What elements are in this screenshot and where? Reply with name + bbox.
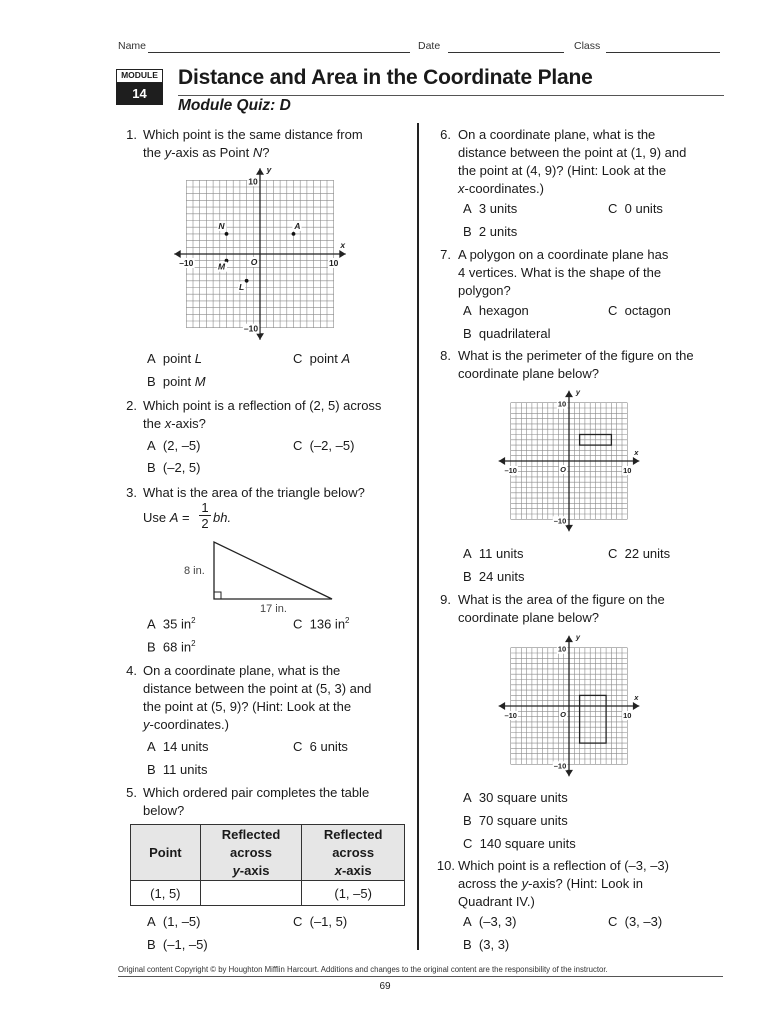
name-field[interactable]: [148, 52, 410, 53]
reflection-table: [130, 824, 405, 906]
fraction-denominator: 2: [199, 515, 211, 531]
option-c[interactable]: C (3, –3): [608, 914, 663, 929]
question-number: 10.: [436, 858, 455, 873]
question-number: 6.: [440, 127, 451, 142]
question-text: the point at (5, 9)? (Hint: Look at the: [143, 699, 352, 714]
question-text: y-coordinates.): [143, 717, 229, 732]
question-text: across the y-axis? (Hint: Look in: [458, 876, 643, 891]
question-number: 5.: [126, 785, 137, 800]
area-formula: Use A =: [143, 510, 190, 525]
y-axis-arrow-down: [256, 333, 264, 339]
table-cell-reflected-x: (1, –5): [302, 881, 405, 906]
option-c[interactable]: C 136 $in^2$: [293, 616, 350, 632]
point-l: [245, 279, 249, 283]
coordinate-graph-q1: [168, 160, 358, 340]
y-axis-label: y: [266, 164, 272, 175]
x-axis-arrow-left: [499, 702, 505, 710]
triangle-shape: [214, 542, 332, 599]
origin-label: O: [250, 257, 258, 267]
y-tick-minus-10: –10: [553, 761, 567, 771]
module-badge-label: MODULE: [116, 69, 163, 83]
y-axis-label: y: [575, 632, 581, 642]
option-a[interactable]: A 11 units: [463, 546, 524, 561]
x-axis-arrow-right: [633, 457, 639, 465]
option-c[interactable]: C 140 square units: [463, 836, 576, 851]
question-number: 4.: [126, 663, 137, 678]
fraction-numerator: 1: [201, 500, 209, 515]
page-title: Distance and Area in the Coordinate Plane: [178, 66, 593, 89]
option-b[interactable]: B 68 $in^2$: [147, 639, 196, 655]
option-b[interactable]: B 11 units: [147, 762, 208, 777]
module-badge: [116, 69, 163, 105]
point-label-l: L: [238, 281, 245, 292]
x-axis-arrow-left: [174, 250, 180, 258]
option-c[interactable]: C 6 units: [293, 739, 348, 754]
option-c[interactable]: C point A: [293, 351, 351, 366]
x-axis-arrow-right: [633, 702, 639, 710]
x-axis-label: x: [634, 448, 639, 457]
question-number: 7.: [440, 247, 451, 262]
question-text: On a coordinate plane, what is the: [458, 127, 656, 142]
right-angle-mark: [214, 592, 221, 599]
question-text: A polygon on a coordinate plane has: [458, 247, 669, 262]
y-axis-arrow-up: [256, 168, 264, 174]
option-b[interactable]: B 2 units: [463, 224, 518, 239]
question-text: the x-axis?: [143, 416, 206, 431]
x-tick-minus-10: –10: [504, 466, 517, 475]
question-number: 3.: [126, 485, 137, 500]
question-text: coordinate plane below?: [458, 366, 599, 381]
option-a[interactable]: A point L: [147, 351, 202, 366]
name-label: Name: [118, 40, 147, 52]
coordinate-graph-q9: [490, 623, 660, 783]
question-text: distance between the point at (1, 9) and: [458, 145, 687, 160]
question-number: 8.: [440, 348, 451, 363]
table-cell-point: (1, 5): [131, 881, 201, 906]
question-number: 9.: [440, 592, 451, 607]
option-b[interactable]: B (–2, 5): [147, 460, 201, 475]
triangle-figure: [180, 538, 340, 616]
question-text: Which ordered pair completes the table: [143, 785, 370, 800]
x-tick-10: 10: [328, 258, 339, 268]
question-text: Which point is a reflection of (–3, –3): [458, 858, 669, 873]
y-axis-arrow-up: [565, 391, 573, 397]
option-b[interactable]: B quadrilateral: [463, 326, 551, 341]
formula-bh: bh.: [213, 510, 232, 525]
date-field[interactable]: [448, 52, 564, 53]
question-text: polygon?: [458, 283, 511, 298]
option-c[interactable]: C 0 units: [608, 201, 663, 216]
option-b[interactable]: B (–1, –5): [147, 937, 208, 952]
x-axis-label: x: [340, 240, 346, 250]
question-text: coordinate plane below?: [458, 610, 599, 625]
y-tick-10: 10: [248, 176, 258, 187]
formula-fraction: [199, 500, 211, 531]
option-b[interactable]: B (3, 3): [463, 937, 510, 952]
x-tick-10: 10: [623, 711, 632, 720]
y-axis-arrow-down: [565, 770, 573, 776]
y-tick-minus-10: –10: [243, 323, 259, 334]
question-text: What is the area of the figure on the: [458, 592, 665, 607]
x-tick-10: 10: [623, 466, 632, 475]
option-a[interactable]: A (1, –5): [147, 914, 201, 929]
question-text: distance between the point at (5, 3) and: [143, 681, 372, 696]
y-axis-label: y: [575, 387, 581, 397]
option-a[interactable]: A 30 square units: [463, 790, 568, 805]
rectangle-figure: [580, 695, 607, 743]
x-axis-arrow-left: [499, 457, 505, 465]
y-axis-arrow-down: [565, 525, 573, 531]
option-a[interactable]: A (–3, 3): [463, 914, 517, 929]
y-tick-minus-10: –10: [553, 516, 567, 526]
question-text: below?: [143, 803, 185, 818]
option-c[interactable]: C 22 units: [608, 546, 671, 561]
x-axis-arrow-right: [339, 250, 345, 258]
question-text: x-coordinates.): [458, 181, 544, 196]
option-c[interactable]: C (–1, 5): [293, 914, 348, 929]
point-label-m: M: [217, 261, 226, 272]
question-text: 4 vertices. What is the shape of the: [458, 265, 662, 280]
y-tick-10: 10: [557, 644, 567, 654]
option-c[interactable]: C octagon: [608, 303, 671, 318]
class-label: Class: [574, 40, 601, 52]
question-number: 2.: [126, 398, 137, 413]
point-a: [292, 232, 296, 236]
question-text: Which point is the same distance from: [143, 127, 363, 142]
module-badge-number: 14: [116, 83, 163, 105]
x-tick-minus-10: –10: [504, 711, 517, 720]
y-tick-10: 10: [557, 399, 567, 409]
table-header-point: Point: [131, 825, 201, 881]
point-n: [225, 232, 229, 236]
question-text: the point at (4, 9)? (Hint: Look at the: [458, 163, 667, 178]
y-axis-arrow-up: [565, 636, 573, 642]
question-text: What is the area of the triangle below?: [143, 485, 365, 500]
option-a[interactable]: A 3 units: [463, 201, 518, 216]
question-text: the y-axis as Point N?: [143, 145, 270, 160]
option-b[interactable]: B 70 square units: [463, 813, 568, 828]
table-header-reflected-x: Reflected across x-axis: [302, 825, 405, 881]
question-number: 1.: [126, 127, 137, 142]
table-cell-blank: [200, 881, 302, 906]
copyright-notice: Original content Copyright © by Houghton Mifflin Harcourt. Additions and changes to the original content are the responsibility of the instructor.: [118, 965, 608, 974]
option-b[interactable]: B 24 units: [463, 569, 525, 584]
point-label-n: N: [218, 220, 225, 231]
option-c[interactable]: C (–2, –5): [293, 438, 355, 453]
table-row: [131, 881, 405, 906]
option-a[interactable]: A 14 units: [147, 739, 209, 754]
option-a[interactable]: A (2, –5): [147, 438, 201, 453]
option-a[interactable]: A 35 $in^2$: [147, 616, 196, 632]
table-header-reflected-y: Reflected across y-axis: [200, 825, 302, 881]
triangle-height-label: 8 in.: [184, 565, 205, 577]
page-subtitle: Module Quiz: D: [178, 97, 291, 114]
x-tick-minus-10: –10: [179, 258, 194, 268]
question-text: What is the perimeter of the figure on the: [458, 348, 694, 363]
page-number: 69: [379, 981, 391, 992]
date-label: Date: [418, 40, 441, 52]
title-rule: [178, 95, 724, 96]
option-a[interactable]: A hexagon: [463, 303, 529, 318]
footer-rule: [118, 976, 723, 977]
origin-label: O: [560, 710, 566, 719]
x-axis-label: x: [634, 693, 639, 702]
question-text: Which point is a reflection of (2, 5) across: [143, 398, 382, 413]
triangle-base-label: 17 in.: [260, 603, 287, 615]
option-b[interactable]: B point M: [147, 374, 206, 389]
class-field[interactable]: [606, 52, 720, 53]
coordinate-graph-q8: [490, 378, 660, 538]
point-label-a: A: [294, 220, 301, 231]
origin-label: O: [560, 465, 566, 474]
question-text: Quadrant IV.): [458, 894, 535, 909]
question-text: On a coordinate plane, what is the: [143, 663, 341, 678]
column-divider: [417, 123, 419, 950]
